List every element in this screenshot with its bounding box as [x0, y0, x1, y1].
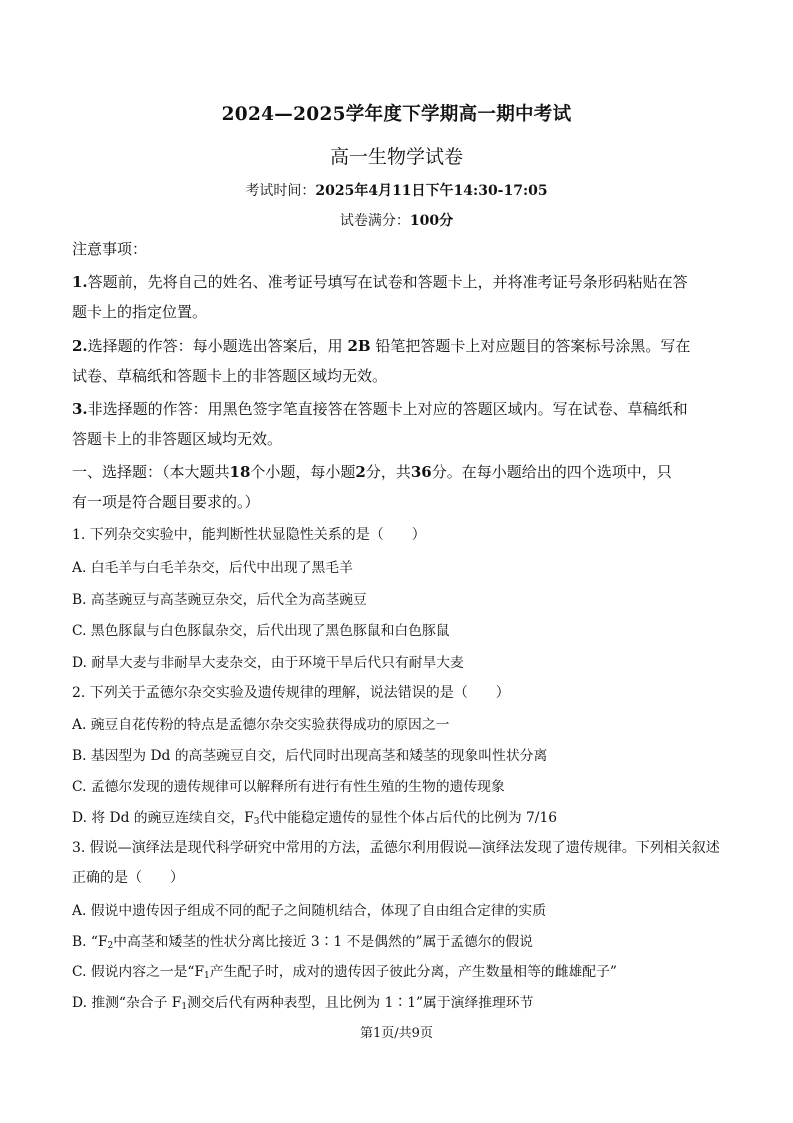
section-heading-cont: 有一项是符合题目要求的。）: [72, 493, 260, 511]
notice-item-1-cont: 题卡上的指定位置。: [72, 303, 208, 321]
question-3-stem-cont: 正确的是（ ）: [72, 870, 184, 886]
question-3-option-d-sub: 1: [181, 1002, 188, 1012]
notice-item-1: [72, 271, 688, 292]
question-1-option-c[interactable]: C. 黑色豚鼠与白色豚鼠杂交，后代出现了黑色豚鼠和白色豚鼠: [72, 623, 450, 639]
question-3-option-d-post: 测交后代有两种表型，且比例为 1∶1”属于演绎推理环节: [187, 995, 534, 1011]
notice-item-1-number: 1.: [72, 273, 88, 291]
question-3-option-d[interactable]: [72, 991, 533, 1011]
section-total: 36: [410, 463, 432, 481]
question-1-option-b[interactable]: B. 高茎豌豆与高茎豌豆杂交，后代全为高茎豌豆: [72, 592, 367, 608]
notice-heading: 注意事项：: [72, 240, 148, 258]
notice-item-2: [72, 335, 690, 356]
section-text-a: 一、选择题：（本大题共: [72, 463, 230, 481]
question-3-option-d-pre: D. 推测“杂合子 F: [72, 995, 182, 1011]
notice-item-3-cont: 答题卡上的非答题区域均无效。: [72, 430, 283, 448]
exam-subtitle: 高一生物学试卷: [329, 146, 463, 168]
question-3-stem: 3. 假说—演绎法是现代科学研究中常用的方法，孟德尔利用假说—演绎法发现了遗传规律。下列相关叙述: [72, 840, 720, 856]
question-1-option-a[interactable]: A. 白毛羊与白毛羊杂交，后代中出现了黑毛羊: [72, 560, 353, 576]
exam-time-value: 2025年4月11日下午14:30-17:05: [315, 183, 548, 199]
question-2-option-d[interactable]: [72, 806, 557, 826]
notice-item-2-number: 2.: [72, 337, 88, 355]
full-score-value: 100分: [409, 213, 454, 229]
section-text-c: 分，共: [365, 463, 411, 481]
notice-item-3-text: 非选择题的作答：用黑色签字笔直接答在答题卡上对应的答题区域内。写在试卷、草稿纸和: [87, 400, 688, 418]
question-3-option-b-pre: B. “F: [72, 934, 108, 950]
notice-item-2-text-b: 铅笔把答题卡上对应题目的答案标号涂黑。写在: [375, 337, 691, 355]
question-3-option-b-sub: 2: [107, 941, 114, 951]
question-3-option-c-pre: C. 假说内容之一是“F: [72, 964, 205, 980]
question-2-option-c[interactable]: C. 孟德尔发现的遗传规律可以解释所有进行有性生殖的生物的遗传现象: [72, 779, 505, 795]
section-count: 18: [229, 463, 251, 481]
question-2-stem: 2. 下列关于孟德尔杂交实验及遗传规律的理解，说法错误的是（ ）: [72, 685, 510, 701]
notice-item-2-text-a: 选择题的作答：每小题选出答案后，用: [87, 337, 343, 355]
exam-time: [0, 180, 793, 200]
notice-item-3: [72, 398, 688, 419]
question-3-option-c-post: 产生配子时，成对的遗传因子彼此分离，产生数量相等的雌雄配子”: [209, 964, 617, 980]
section-text-b: 个小题，每小题: [250, 463, 356, 481]
question-2-option-b[interactable]: B. 基因型为 Dd 的高茎豌豆自交，后代同时出现高茎和矮茎的现象叫性状分离: [72, 748, 548, 764]
full-score-label: 试卷满分：: [339, 213, 410, 229]
notice-item-2-cont: 试卷、草稿纸和答题卡上的非答题区域均无效。: [72, 367, 388, 385]
question-1-stem: 1. 下列杂交实验中，能判断性状显隐性关系的是（ ）: [72, 527, 426, 543]
question-1-option-d[interactable]: D. 耐旱大麦与非耐旱大麦杂交，由于环境干旱后代只有耐旱大麦: [72, 655, 464, 671]
question-3-option-b[interactable]: [72, 930, 533, 950]
question-2-option-d-post: 代中能稳定遗传的显性个体占后代的比例为 7/16: [259, 810, 558, 826]
question-3-option-c[interactable]: [72, 960, 617, 980]
question-2-option-d-pre: D. 将 Dd 的豌豆连续自交，F: [72, 810, 254, 826]
question-2-option-a[interactable]: A. 豌豆自花传粉的特点是孟德尔杂交实验获得成功的原因之一: [72, 717, 450, 733]
notice-item-2-pencil: 2B: [347, 337, 371, 355]
question-3-option-c-sub: 1: [204, 971, 210, 981]
notice-item-1-text: 答题前，先将自己的姓名、准考证号填写在试卷和答题卡上，并将准考证号条形码粘贴在答: [87, 273, 688, 291]
exam-title: 2024—2025学年度下学期高一期中考试: [221, 104, 572, 125]
question-3-option-a[interactable]: A. 假说中遗传因子组成不同的配子之间随机结合，体现了自由组合定律的实质: [72, 903, 547, 919]
question-3-option-b-post: 中高茎和矮茎的性状分离比接近 3∶1 不是偶然的”属于孟德尔的假说: [113, 934, 533, 950]
question-2-option-d-sub: 3: [253, 817, 260, 827]
section-text-d: 分。在每小题给出的四个选项中，只: [431, 463, 672, 481]
section-heading: [72, 461, 672, 482]
page-number: 第1页/共9页: [360, 1026, 433, 1041]
full-score: [0, 210, 793, 230]
section-per: 2: [355, 463, 366, 481]
notice-item-3-number: 3.: [72, 400, 88, 418]
exam-time-label: 考试时间：: [245, 183, 316, 199]
